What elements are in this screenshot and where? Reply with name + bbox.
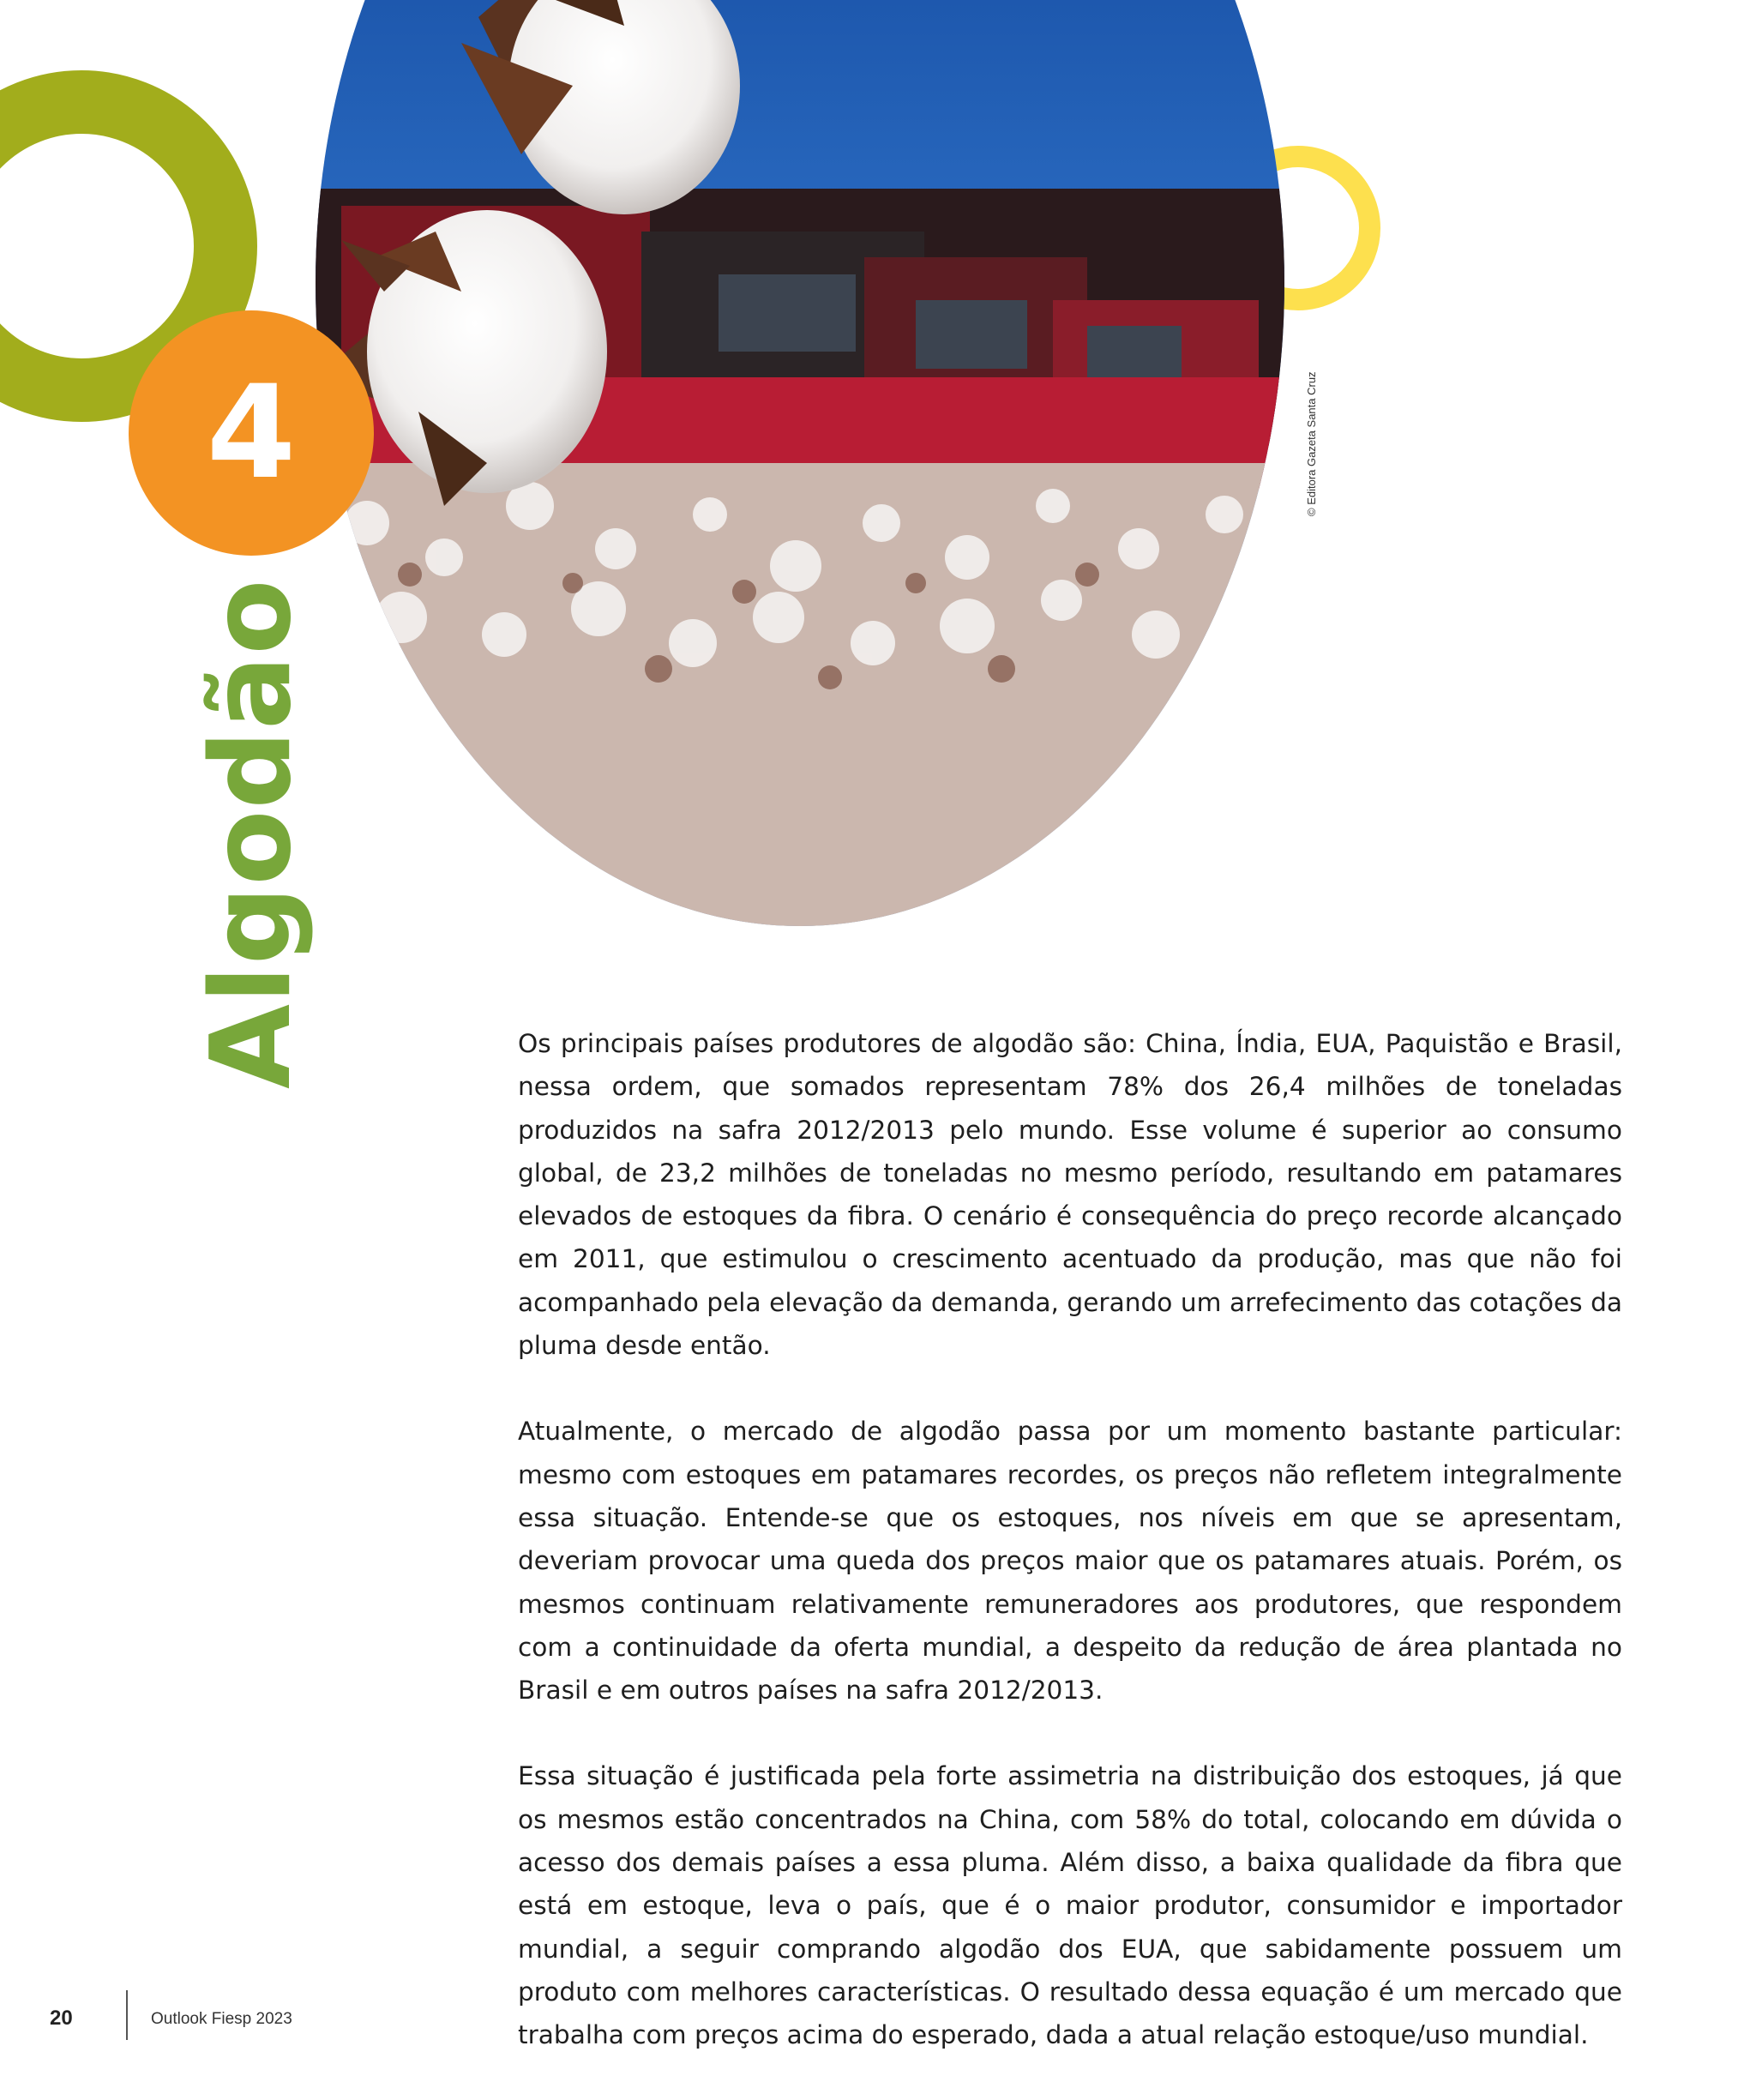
body-text bbox=[518, 1022, 1622, 2100]
paragraph-1: Os principais países produtores de algodão são: China, Índia, EUA, Paquistão e Brasil, nessa ordem, que somados representam 78% dos 26,4 milhões de toneladas produzidos na safra 2012/2013 pelo mundo. Esse volume é superior ao consumo global, de 23,2 milhões de toneladas no mesmo período, resultando em patamares elevados de estoques da fibra. O cenário é consequência do preço recorde alcançado em 2011, que estimulou o crescimento acentuado da produção, mas que não foi acompanhado pela elevação da demanda, gerando um arrefecimento das cotações da pluma desde então. bbox=[518, 1029, 1622, 1361]
publication-name: Outlook Fiesp 2023 bbox=[151, 2010, 292, 2028]
paragraph-2: Atualmente, o mercado de algodão passa por um momento bastante particular: mesmo com estoques em patamares recordes, os preços não refletem integralmente essa situação. Entende-se que os estoques, nos níveis em que se apresentam, deveriam provocar uma queda dos preços maior que os patamares atuais. Porém, os mesmos continuam relativamente remuneradores aos produtores, que respondem com a continuidade da oferta mundial, a despeito da redução de área plantada no Brasil e em outros países na safra 2012/2013. bbox=[518, 1417, 1622, 1706]
chapter-number: 4 bbox=[206, 358, 297, 508]
photo-credit: © Editora Gazeta Santa Cruz bbox=[1305, 371, 1318, 516]
chapter-number-badge bbox=[129, 310, 374, 556]
page-number: 20 bbox=[50, 2007, 73, 2030]
footer-divider bbox=[126, 1990, 128, 2040]
chapter-title: Algodão bbox=[188, 578, 316, 1089]
paragraph-3: Essa situação é justificada pela forte assimetria na distribuição dos estoques, já que os mesmos estão concentrados na China, com 58% do total, colocando em dúvida o acesso dos demais países a essa pluma. Além disso, a baixa qualidade da fibra que está em estoque, leva o país, que é o maior produtor, consumidor e importador mundial, a seguir comprando algodão dos EUA, que sabidamente possuem um produto com melhores características. O resultado dessa equação é um mercado que trabalha com preços acima do esperado, dada a atual relação estoque/uso mundial. bbox=[518, 1761, 1622, 2050]
cotton-harvest-photo bbox=[316, 0, 1284, 926]
